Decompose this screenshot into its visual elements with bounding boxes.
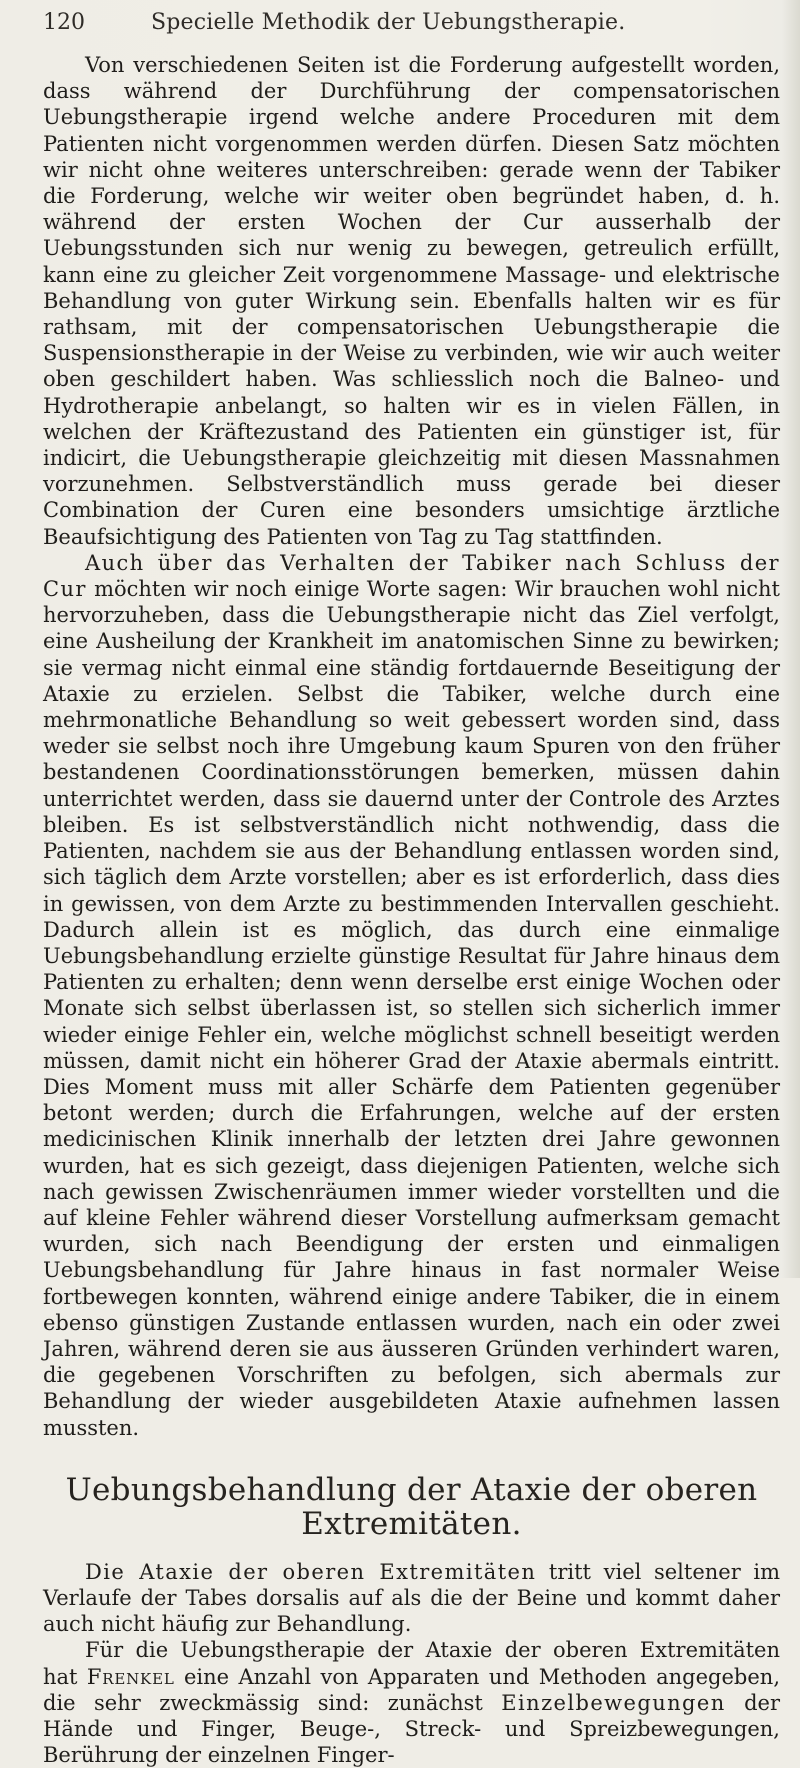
paragraph-4-text-middle: eine Anzahl von Apparaten und Methoden angegeben, die sehr zweckmässig sind: zunächst bbox=[43, 1664, 780, 1715]
paragraph-2-emphasized-lead: Auch über das Verhalten der Tabiker nach Schluss der Cur bbox=[43, 550, 780, 602]
author-name-frenkel: Frenkel bbox=[86, 1664, 175, 1689]
running-header bbox=[43, 2, 763, 44]
running-title: Specielle Methodik der Uebungstherapie. bbox=[151, 10, 626, 35]
page-content bbox=[43, 52, 780, 1768]
emphasized-term-einzelbewegungen: Einzelbewegungen bbox=[501, 1690, 726, 1715]
body-paragraph-3 bbox=[43, 1559, 780, 1638]
paragraph-4-text-start: Für die Uebungstherapie der Ataxie der oberen Extremitäten hat bbox=[43, 1638, 780, 1689]
page-number: 120 bbox=[43, 10, 85, 35]
body-paragraph-4 bbox=[43, 1637, 780, 1768]
paragraph-3-text: tritt viel seltener im Verlaufe der Tabes dorsalis auf als die der Beine und kommt daher auch nicht häufig zur Behandlung. bbox=[43, 1559, 780, 1637]
paragraph-3-emphasized-lead: Die Ataxie der oberen Extremitäten bbox=[85, 1559, 537, 1584]
paragraph-4-text-end: der Hände und Finger, Beuge-, Streck- und Spreizbewegungen, Berührung der einzelnen Finger- bbox=[43, 1690, 780, 1768]
body-paragraph-2 bbox=[43, 550, 780, 1441]
page-edge-shadow bbox=[782, 0, 800, 1278]
section-heading: Uebungsbehandlung der Ataxie der oberen Extremitäten. bbox=[65, 1471, 758, 1542]
body-paragraph-1: Von verschiedenen Seiten ist die Forderung aufgestellt worden, dass während der Durchführung der compensatorischen Uebungstherapie irgend welche andere Proceduren mit dem Patienten nicht vorgenommen werden dürfen. Diesen Satz möchten wir nicht ohne weiteres unterschreiben: gerade wenn der Tabiker die Forderung, welche wir weiter oben begründet haben, d. h. während der ersten Wochen der Cur ausserhalb der Uebungsstunden sich nur wenig zu bewegen, getreulich erfüllt, kann eine zu gleicher Zeit vorgenommene Massage- und elektrische Behandlung von guter Wirkung sein. Ebenfalls halten wir es für rathsam, mit der compensatorischen Uebungstherapie die Suspensionstherapie in der Weise zu verbinden, wie wir auch weiter oben geschildert haben. Was schliesslich noch die Balneo- und Hydrotherapie anbelangt, so halten wir es in vielen Fällen, in welchen der Kräftezustand des Patienten ein günstiger ist, für indicirt, die Uebungstherapie gleichzeitig mit diesen Massnahmen vorzunehmen. Selbstverständlich muss gerade bei dieser Combination der Curen eine besonders umsichtige ärztliche Beaufsichtigung des Patienten von Tag zu Tag stattfinden. bbox=[43, 53, 780, 549]
paragraph-2-text: möchten wir noch einige Worte sagen: Wir brauchen wohl nicht hervorzuheben, dass die Uebungstherapie nicht das Ziel verfolgt, eine Ausheilung der Krankheit im anatomischen Sinne zu bewirken; sie vermag nicht einmal eine ständig fortdauernde Beseitigung der Ataxie zu erzielen. Selbst die Tabiker, welche durch eine mehrmonatliche Behandlung so weit gebessert worden sind, dass weder sie selbst noch ihre Umgebung kaum Spuren von den früher bestandenen Coordinationsstörungen bemerken, müssen dahin unterrichtet werden, dass sie dauernd unter der Controle des Arztes bleiben. Es ist selbstverständlich nicht nothwendig, dass die Patienten, nachdem sie aus der Behandlung entlassen worden sind, sich täglich dem Arzte vorstellen; aber es ist erforderlich, dass dies in gewissen, von dem Arzte zu bestimmenden Intervallen geschieht. Dadurch allein ist es möglich, das durch eine einmalige Uebungsbehandlung erzielte günstige Resultat für Jahre hinaus dem Patienten zu erhalten; denn wenn derselbe erst einige Wochen oder Monate sich selbst überlassen ist, so stellen sich sicherlich immer wieder einige Fehler ein, welche möglichst schnell beseitigt werden müssen, damit nicht ein höherer Grad der Ataxie abermals eintritt. Dies Moment muss mit aller Schärfe dem Patienten gegenüber betont werden; durch die Erfahrungen, welche auf der ersten medicinischen Klinik innerhalb der letzten drei Jahre gewonnen wurden, hat es sich gezeigt, dass diejenigen Patienten, welche sich nach gewissen Zwischenräumen immer wieder vorstellten und die auf kleine Fehler während dieser Vorstellung aufmerksam gemacht wurden, sich nach Beendigung der ersten und einmaligen Uebungsbehandlung für Jahre hinaus in fast normaler Weise fortbewegen konnten, während einige andere Tabiker, die in einem ebenso günstigen Zustande entlassen wurden, nach ein oder zwei Jahren, während deren sie aus äusseren Gründen verhindert waren, die gegebenen Vorschriften zu befolgen, sich abermals zur Behandlung der wieder ausgebildeten Ataxie aufnehmen lassen mussten. bbox=[43, 577, 780, 1440]
